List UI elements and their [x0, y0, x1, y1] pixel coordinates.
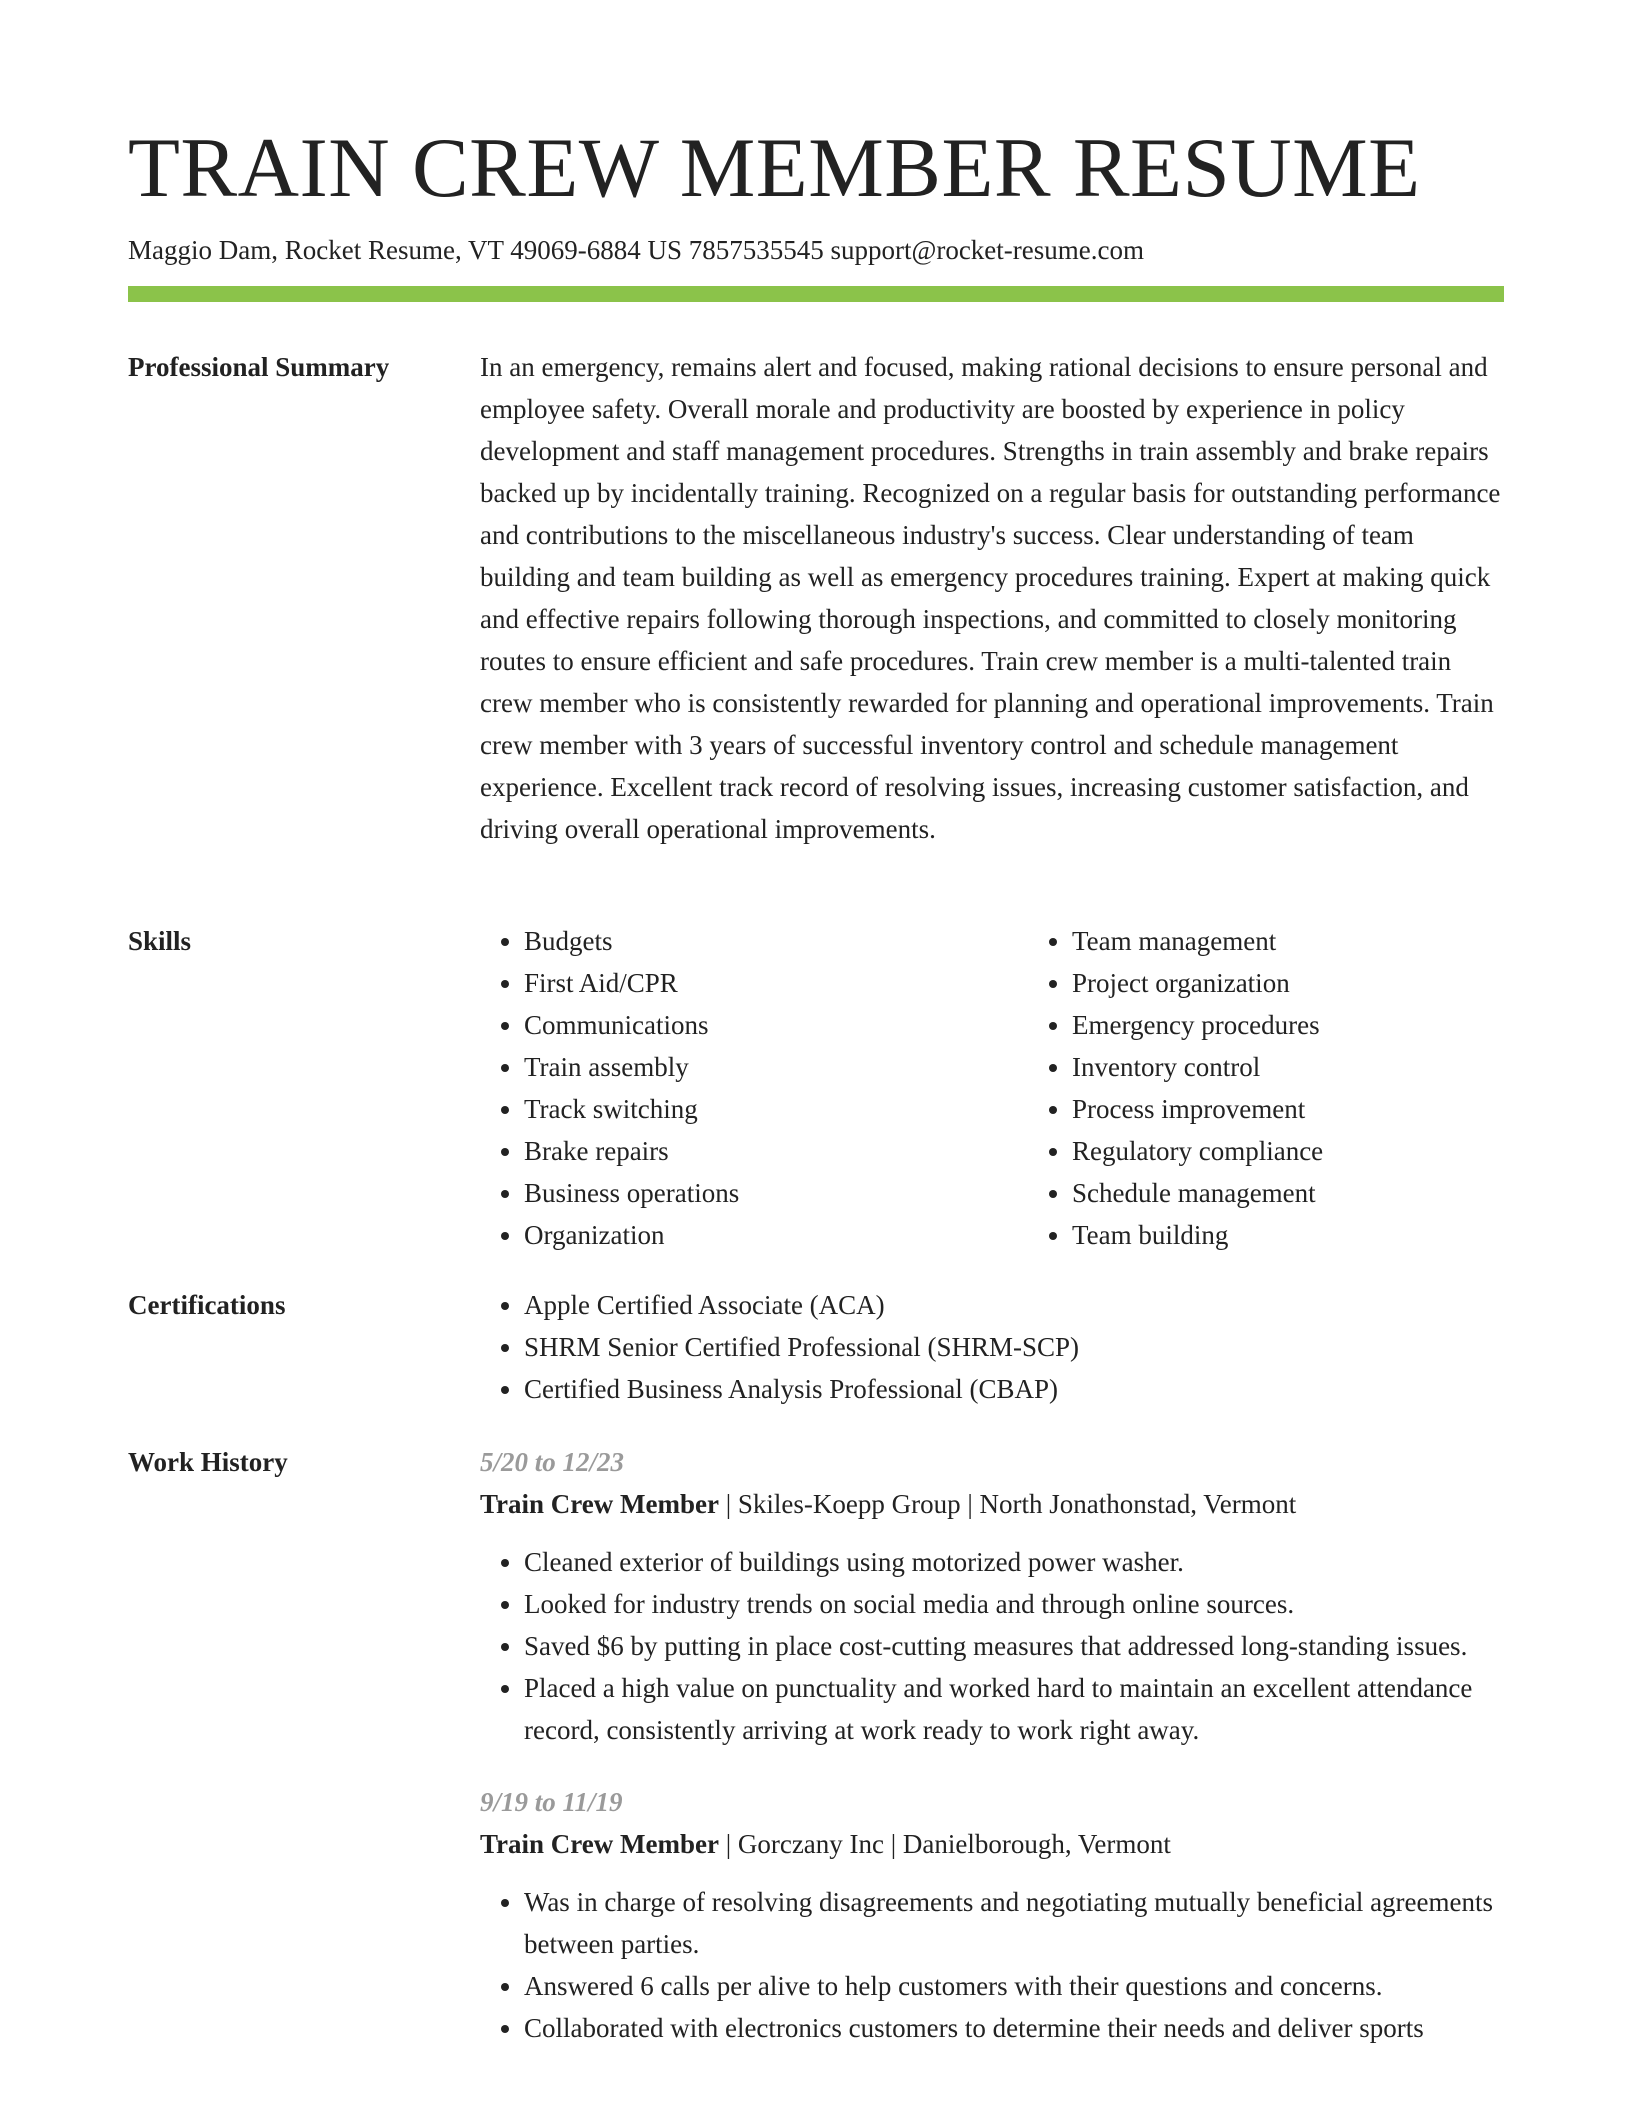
job-title-line	[480, 1823, 1504, 1865]
certification-item: • SHRM Senior Certified Professional (SHRM-SCP)	[524, 1326, 1504, 1368]
certifications-content	[480, 1284, 1504, 1410]
skill-item: • Emergency procedures	[1072, 1004, 1532, 1046]
skill-item: • Track switching	[524, 1088, 984, 1130]
work-history-label: Work History	[128, 1447, 288, 1477]
job-bullet: • Looked for industry trends on social media and through online sources.	[524, 1583, 1504, 1625]
skill-item: • Regulatory compliance	[1072, 1130, 1532, 1172]
skills-list-left	[480, 920, 984, 1256]
skill-item: • Team building	[1072, 1214, 1532, 1256]
skill-item: • Team management	[1072, 920, 1532, 962]
skill-item: • Inventory control	[1072, 1046, 1532, 1088]
skill-item: • Business operations	[524, 1172, 984, 1214]
accent-divider	[128, 286, 1504, 302]
job-entry	[480, 1441, 1504, 1751]
summary-label: Professional Summary	[128, 352, 390, 382]
summary-content	[480, 346, 1504, 850]
job-bullet: • Was in charge of resolving disagreements and negotiating mutually beneficial agreements between parties.	[524, 1881, 1504, 1965]
job-role: Train Crew Member	[480, 1489, 719, 1519]
skill-item: • Train assembly	[524, 1046, 984, 1088]
skill-item: • Organization	[524, 1214, 984, 1256]
skill-item: • Process improvement	[1072, 1088, 1532, 1130]
job-bullet: • Saved $6 by putting in place cost-cutting measures that addressed long-standing issues.	[524, 1625, 1504, 1667]
job-bullet: • Answered 6 calls per alive to help customers with their questions and concerns.	[524, 1965, 1504, 2007]
certifications-label: Certifications	[128, 1290, 286, 1320]
job-dates: 9/19 to 11/19	[480, 1787, 623, 1817]
job-bullet: • Collaborated with electronics customers to determine their needs and deliver sports	[524, 2007, 1504, 2049]
job-company: | Skiles-Koepp Group | North Jonathonstad, Vermont	[718, 1489, 1297, 1519]
job-role: Train Crew Member	[480, 1829, 719, 1859]
job-bullets	[480, 1881, 1504, 2049]
skills-list-right	[1028, 920, 1532, 1256]
job-title-line	[480, 1483, 1504, 1525]
certification-item: • Apple Certified Associate (ACA)	[524, 1284, 1504, 1326]
skill-item: • First Aid/CPR	[524, 962, 984, 1004]
summary-text: In an emergency, remains alert and focused, making rational decisions to ensure personal and employee safety. Overall morale and productivity are boosted by experience in policy development and staff management procedures. Strengths in train assembly and brake repairs backed up by incidentally training. Recognized on a regular basis for outstanding performance and contributions to the miscellaneous industry's success. Clear understanding of team building and team building as well as emergency procedures training. Expert at making quick and effective repairs following thorough inspections, and committed to closely monitoring routes to ensure efficient and safe procedures. Train crew member is a multi-talented train crew member who is consistently rewarded for planning and operational improvements. Train crew member with 3 years of successful inventory control and schedule management experience. Excellent track record of resolving issues, increasing customer satisfaction, and driving overall operational improvements.	[480, 352, 1501, 844]
skills-label: Skills	[128, 926, 192, 956]
work-history-content	[480, 1441, 1504, 2079]
skill-item: • Schedule management	[1072, 1172, 1532, 1214]
skill-item: • Communications	[524, 1004, 984, 1046]
job-company: | Gorczany Inc | Danielborough, Vermont	[718, 1829, 1171, 1859]
job-bullet: • Cleaned exterior of buildings using motorized power washer.	[524, 1541, 1504, 1583]
contact-line: Maggio Dam, Rocket Resume, VT 49069-6884 US 7857535545 support@rocket-resume.com	[128, 235, 1144, 265]
job-bullet: • Placed a high value on punctuality and worked hard to maintain an excellent attendance record, consistently arriving at work ready to work right away.	[524, 1667, 1504, 1751]
resume-title: TRAIN CREW MEMBER RESUME	[128, 121, 1421, 215]
job-entry	[480, 1781, 1504, 2049]
certifications-list	[480, 1284, 1504, 1410]
certification-item: • Certified Business Analysis Professional (CBAP)	[524, 1368, 1504, 1410]
skills-content	[480, 920, 1504, 1256]
job-bullets	[480, 1541, 1504, 1751]
job-dates: 5/20 to 12/23	[480, 1447, 625, 1477]
skill-item: • Budgets	[524, 920, 984, 962]
skill-item: • Brake repairs	[524, 1130, 984, 1172]
skill-item: • Project organization	[1072, 962, 1532, 1004]
